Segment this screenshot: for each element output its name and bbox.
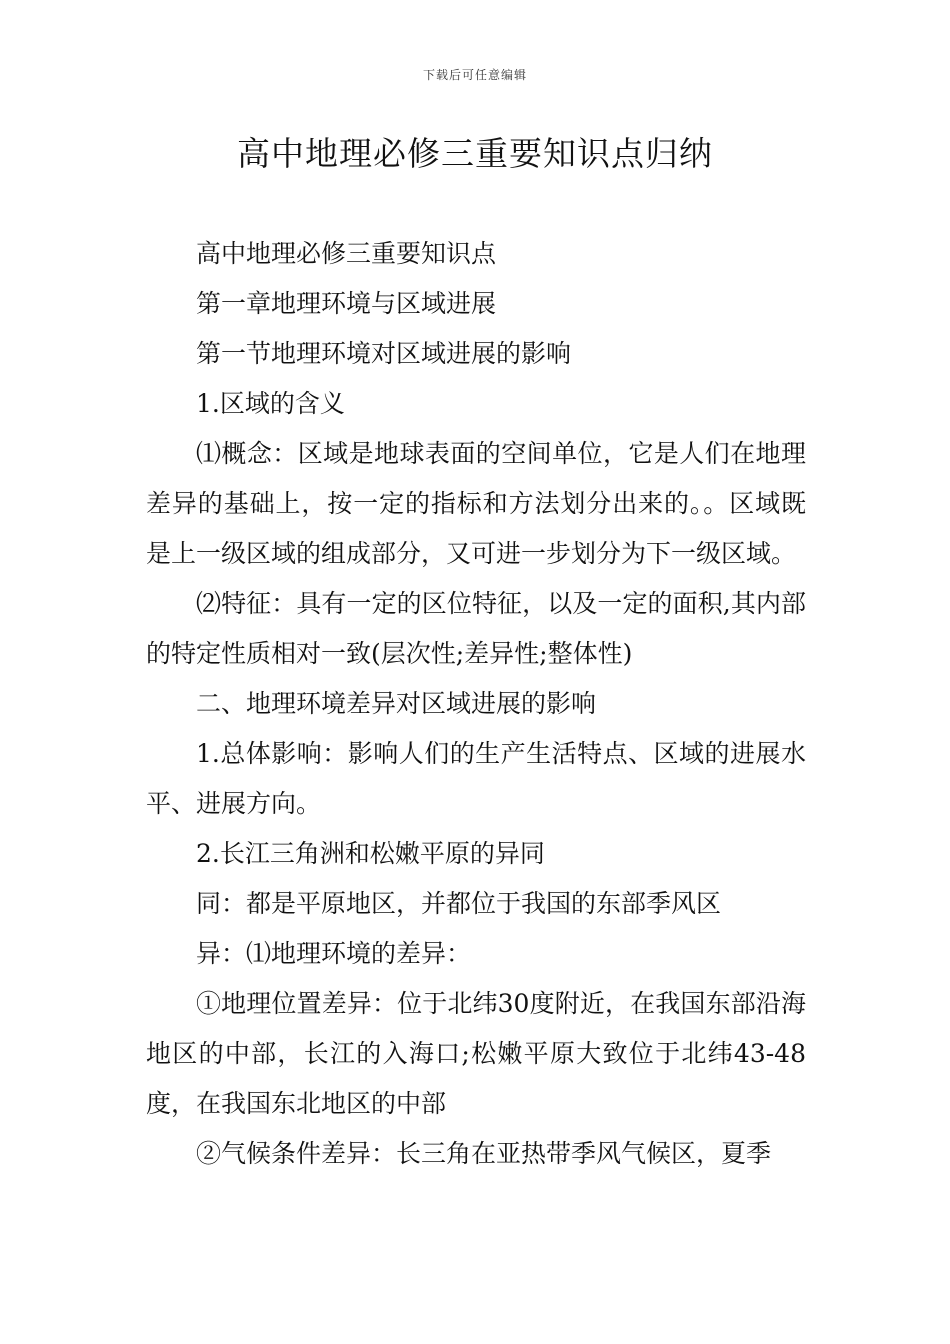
paragraph: 1.总体影响：影响人们的生产生活特点、区域的进展水平、进展方向。 — [146, 739, 806, 818]
paragraph: 异：⑴地理环境的差异： — [196, 939, 472, 968]
paragraph: 第一章地理环境与区域进展 — [196, 289, 497, 318]
paragraph: ⑵特征：具有一定的区位特征，以及一定的面积,其内部的特定性质相对一致(层次性;差异性;整体性) — [146, 589, 806, 668]
paragraph: 二、地理环境差异对区域进展的影响 — [196, 689, 597, 718]
paragraph: 2.长江三角洲和松嫩平原的异同 — [196, 839, 545, 868]
paragraph: ①地理位置差异：位于北纬30度附近，在我国东部沿海地区的中部，长江的入海口;松嫩平原大致位于北纬43-48度，在我国东北地区的中部 — [146, 989, 806, 1118]
paragraph: 同：都是平原地区，并都位于我国的东部季风区 — [196, 889, 722, 918]
paragraph: ⑴概念：区域是地球表面的空间单位，它是人们在地理差异的基础上，按一定的指标和方法划分出来的。。区域既是上一级区域的组成部分，又可进一步划分为下一级区域。 — [146, 439, 806, 568]
document-title: 高中地理必修三重要知识点归纳 — [237, 134, 713, 173]
document-body — [146, 229, 806, 1179]
paragraph: ②气候条件差异：长三角在亚热带季风气候区，夏季 — [196, 1139, 772, 1168]
header-note: 下载后可任意编辑 — [422, 68, 527, 82]
paragraph: 1.区域的含义 — [196, 389, 345, 418]
paragraph: 高中地理必修三重要知识点 — [196, 239, 497, 268]
paragraph: 第一节地理环境对区域进展的影响 — [196, 339, 572, 368]
